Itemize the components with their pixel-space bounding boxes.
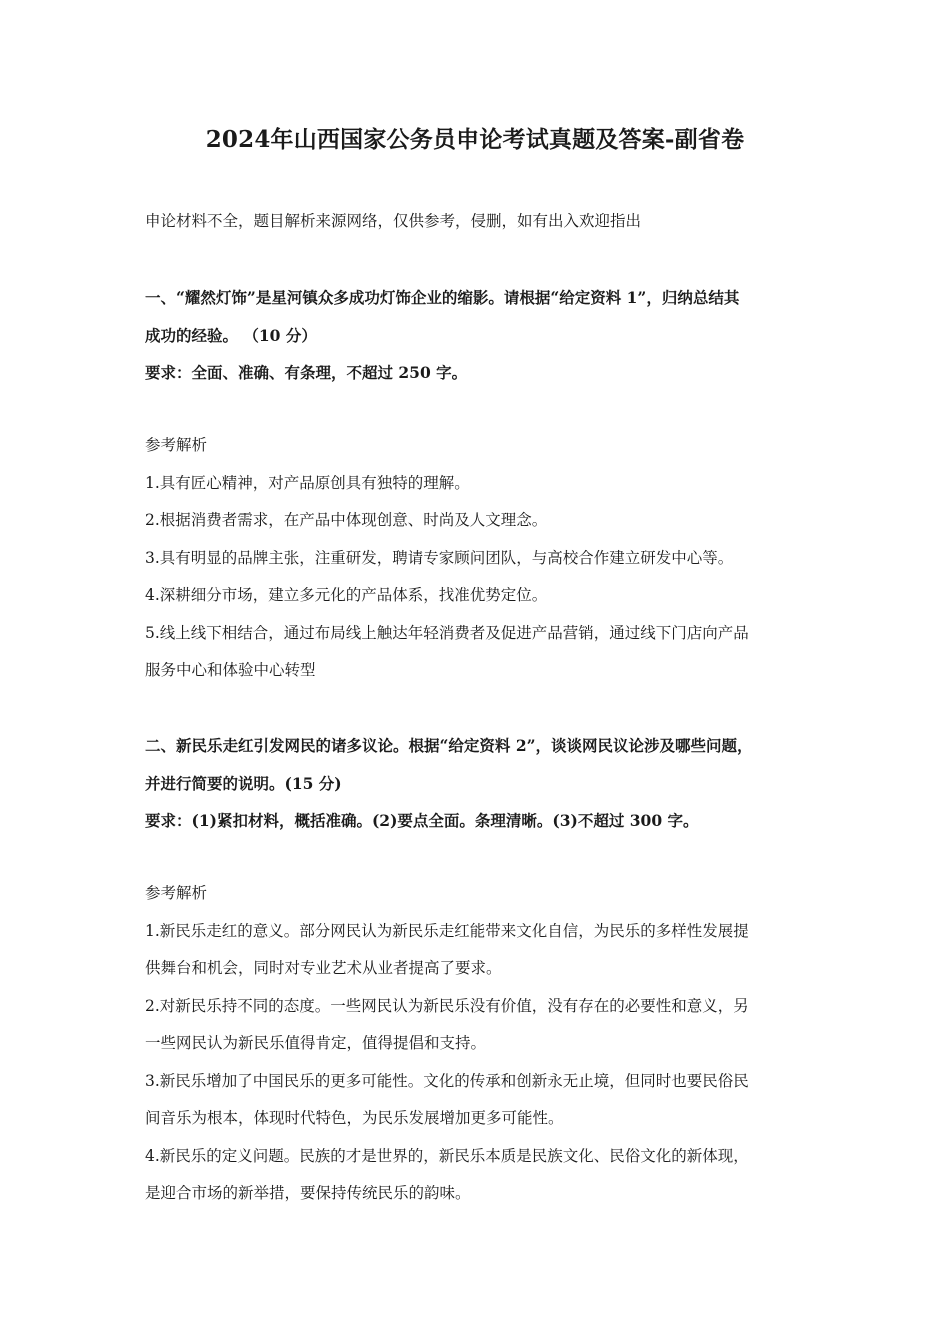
question-2-requirement: 要求：(1)紧扣材料，概括准确。(2)要点全面。条理清晰。(3)不超过 300 字。 [145, 811, 699, 830]
answer-2-line: 一些网民认为新民乐值得肯定，值得提倡和支持。 [145, 1034, 487, 1052]
answer-1-line: 3.具有明显的品牌主张，注重研发，聘请专家顾问团队，与高校合作建立研发中心等。 [145, 548, 734, 567]
answer-2-line: 2.对新民乐持不同的态度。一些网民认为新民乐没有价值，没有存在的必要性和意义，另 [145, 996, 749, 1015]
answer-1 [145, 427, 815, 690]
answer-2-line: 是迎合市场的新举措，要保持传统民乐的韵味。 [145, 1184, 471, 1202]
disclaimer-text: 申论材料不全，题目解析来源网络，仅供参考，侵删，如有出入欢迎指出 [145, 212, 642, 230]
answer-1-line: 4.深耕细分市场，建立多元化的产品体系，找准优势定位。 [145, 586, 548, 604]
question-1-requirement: 要求：全面、准确、有条理，不超过 250 字。 [145, 363, 468, 382]
answer-1-line: 服务中心和体验中心转型 [145, 661, 316, 679]
answer-2-line: 1.新民乐走红的意义。部分网民认为新民乐走红能带来文化自信，为民乐的多样性发展提 [145, 921, 749, 940]
document-title: 2024年山西国家公务员申论考试真题及答案-副省卷 [205, 126, 745, 153]
question-2 [145, 727, 815, 840]
question-1-line: 成功的经验。 （10 分） [145, 325, 317, 345]
answer-2-heading: 参考解析 [145, 884, 208, 902]
question-1-line: 一、“耀然灯饰”是星河镇众多成功灯饰企业的缩影。请根据“给定资料 1”，归纳总结其 [145, 288, 740, 307]
answer-1-heading: 参考解析 [145, 436, 208, 454]
question-2-line: 二、新民乐走红引发网民的诸多议论。根据“给定资料 2”，谈谈网民议论涉及哪些问题， [145, 736, 753, 755]
answer-2-line: 4.新民乐的定义问题。民族的才是世界的，新民乐本质是民族文化、民俗文化的新体现， [145, 1146, 749, 1165]
answer-1-line: 2.根据消费者需求，在产品中体现创意、时尚及人文理念。 [145, 511, 548, 529]
question-2-line: 并进行简要的说明。(15 分) [145, 773, 342, 793]
question-1 [145, 279, 815, 392]
answer-2-line: 供舞台和机会，同时对专业艺术从业者提高了要求。 [145, 959, 502, 977]
answer-2-line: 间音乐为根本，体现时代特色，为民乐发展增加更多可能性。 [145, 1109, 564, 1127]
answer-2-line: 3.新民乐增加了中国民乐的更多可能性。文化的传承和创新永无止境，但同时也要民俗民 [145, 1071, 749, 1090]
answer-2 [145, 875, 815, 1213]
answer-1-line: 5.线上线下相结合，通过布局线上触达年轻消费者及促进产品营销，通过线下门店向产品 [145, 623, 749, 642]
answer-1-line: 1.具有匠心精神，对产品原创具有独特的理解。 [145, 473, 470, 492]
disclaimer-note [145, 203, 815, 241]
